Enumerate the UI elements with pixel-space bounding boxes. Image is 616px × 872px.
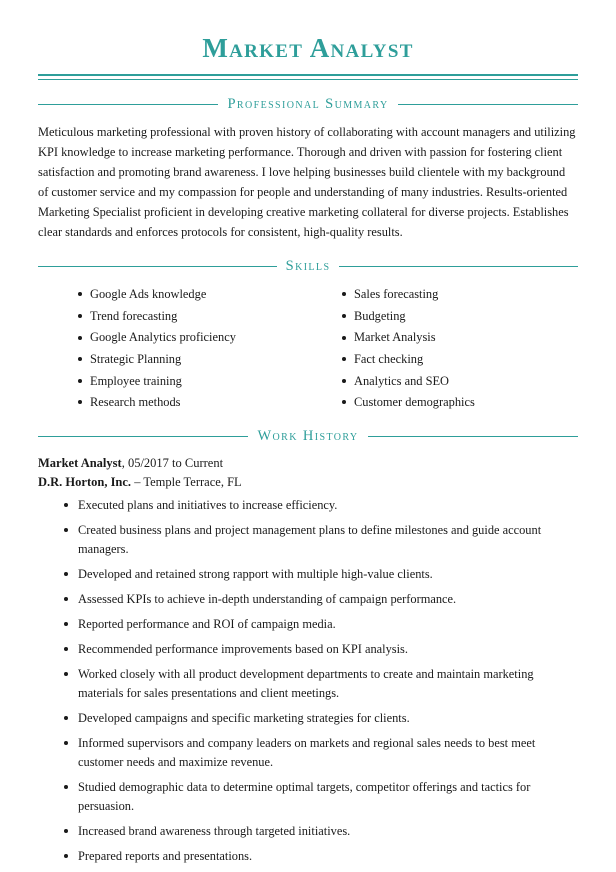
heading-rule-right — [368, 436, 578, 437]
section-heading-skills — [38, 258, 578, 275]
skills-column-right — [308, 284, 578, 413]
list-item: Executed plans and initiatives to increase efficiency. — [64, 496, 578, 515]
section-heading-summary — [38, 96, 578, 113]
list-item: Google Analytics proficiency — [78, 327, 308, 349]
list-item: Prepared reports and presentations. — [64, 847, 578, 866]
skills-list-left — [64, 284, 308, 413]
job-company-line — [38, 473, 578, 492]
list-item: Informed supervisors and company leaders on markets and regional sales needs to best meet customer needs and maximize revenue. — [64, 734, 578, 771]
summary-paragraph: Meticulous marketing professional with proven history of collaborating with account managers and utilizing KPI knowledge to increase marketing performance. Thorough and driven with passion for fostering client satisfaction and promoting brand awareness. I love helping businesses build clientele with my background of customer service and my compassion for people and understanding of many industries. Results-oriented Marketing Specialist proficient in developing creative marketing collateral for diverse projects. Establishes clear standards and enforces protocols for consistent, high-quality results. — [38, 124, 576, 240]
heading-rule-left — [38, 266, 277, 267]
skills-column-left — [38, 284, 308, 413]
list-item: Developed campaigns and specific marketing strategies for clients. — [64, 709, 578, 728]
list-item: Market Analysis — [342, 327, 578, 349]
section-title-skills: Skills — [285, 258, 331, 275]
skills-columns — [38, 284, 578, 413]
header-rule-thick — [38, 74, 578, 76]
list-item: Trend forecasting — [78, 306, 308, 328]
section-title-work-history: Work History — [257, 427, 359, 444]
list-item: Reported performance and ROI of campaign media. — [64, 615, 578, 634]
job-bullet-list — [38, 496, 578, 872]
heading-rule-left — [38, 436, 248, 437]
list-item: Worked closely with all product development departments to create and maintain marketing materials for sales presentations and client meetings. — [64, 665, 578, 702]
list-item: Created business plans and project management plans to define milestones and guide account managers. — [64, 521, 578, 558]
list-item: Google Ads knowledge — [78, 284, 308, 306]
list-item: Customer demographics — [342, 392, 578, 414]
job-location: Temple Terrace, FL — [143, 475, 242, 490]
heading-rule-right — [339, 266, 578, 267]
section-heading-work-history — [38, 428, 578, 445]
list-item: Budgeting — [342, 306, 578, 328]
job-dates: 05/2017 to Current — [127, 455, 224, 470]
page-title: Market Analyst — [202, 33, 414, 63]
job-role: Market Analyst — [38, 455, 122, 470]
list-item: Sales forecasting — [342, 284, 578, 306]
list-item: Recommended performance improvements based on KPI analysis. — [64, 640, 578, 659]
list-item: Fact checking — [342, 349, 578, 371]
skills-list-right — [328, 284, 578, 413]
job-title-separator: , — [121, 455, 128, 470]
heading-rule-right — [398, 104, 578, 105]
list-item: Analytics and SEO — [342, 371, 578, 393]
job-title-line — [38, 454, 578, 473]
list-item: Research methods — [78, 392, 308, 414]
list-item: Strategic Planning — [78, 349, 308, 371]
section-title-summary: Professional Summary — [227, 95, 389, 112]
job-company-separator: – — [131, 475, 144, 490]
header-divider — [38, 74, 578, 80]
list-item: Increased brand awareness through targeted initiatives. — [64, 822, 578, 841]
job-company: D.R. Horton, Inc. — [38, 475, 132, 490]
header-rule-thin — [38, 79, 578, 80]
list-item: Assessed KPIs to achieve in-depth understanding of campaign performance. — [64, 590, 578, 609]
work-history-entry — [38, 454, 578, 872]
heading-rule-left — [38, 104, 218, 105]
list-item: Developed and retained strong rapport with multiple high-value clients. — [64, 565, 578, 584]
list-item: Studied demographic data to determine optimal targets, competitor offerings and tactics for persuasion. — [64, 778, 578, 815]
list-item: Employee training — [78, 371, 308, 393]
